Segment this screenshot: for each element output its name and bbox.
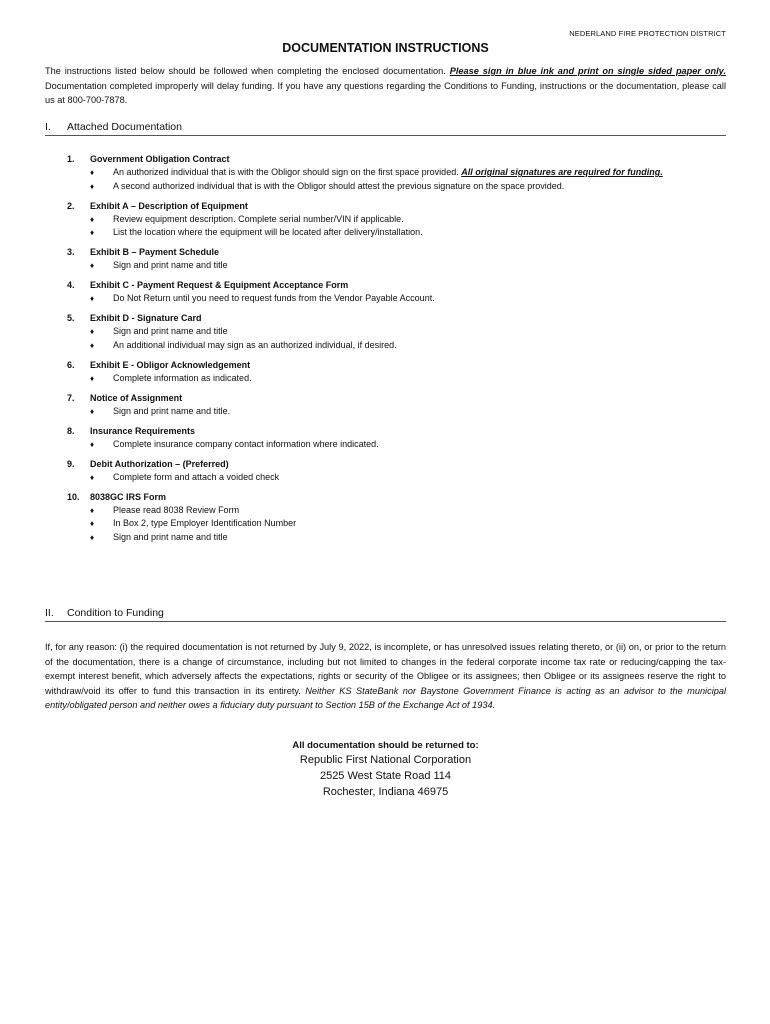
bullet-text: Complete information as indicated. xyxy=(113,372,252,383)
list-item-number: 9. xyxy=(67,458,75,469)
bullet-point xyxy=(45,226,726,240)
diamond-bullet-icon: ♦ xyxy=(90,228,95,237)
list-item-title-text: Exhibit D - Signature Card xyxy=(90,313,202,323)
diamond-bullet-icon: ♦ xyxy=(90,472,95,482)
bullet-emphasis: All original signatures are required for funding. xyxy=(461,167,663,177)
list-item-title-text: Exhibit B – Payment Schedule xyxy=(90,247,220,257)
diamond-bullet-icon: ♦ xyxy=(90,261,95,270)
intro-emphasis: Please sign in blue ink and print on single sided paper only. xyxy=(449,66,726,76)
diamond-bullet-icon: ♦ xyxy=(90,327,95,336)
condition-disclaimer: Neither KS StateBank nor Baystone Government Finance is acting as an advisor to the municipal entity/obligated person and neither owes a fiduciary duty pursuant to Section 15B of the Exchange Act of 1934. xyxy=(45,685,726,710)
return-address-line: Rochester, Indiana 46975 xyxy=(322,786,449,798)
bullet-point xyxy=(45,259,726,273)
list-item-number: 1. xyxy=(67,154,75,164)
list-item-number: 8. xyxy=(67,425,75,436)
return-address-line: Republic First National Corporation xyxy=(299,754,472,766)
list-item-title-text: 8038GC IRS Form xyxy=(90,491,167,502)
bullet-point xyxy=(45,517,726,531)
diamond-bullet-icon: ♦ xyxy=(90,340,95,350)
list-item-title-text: Government Obligation Contract xyxy=(90,154,230,164)
list-item-title xyxy=(45,152,726,166)
bullet-text: Sign and print name and title xyxy=(113,260,228,270)
bullet-text: Complete form and attach a voided check xyxy=(113,471,280,482)
list-item-title-text: Debit Authorization – (Preferred) xyxy=(90,458,229,469)
bullet-text: Sign and print name and title. xyxy=(113,405,231,416)
list-item-title-text: Exhibit E - Obligor Acknowledgement xyxy=(90,359,251,370)
bullet-text: A second authorized individual that is with the Obligor should attest the previous signature on the space provided. xyxy=(113,180,565,191)
section-title: Condition to Funding xyxy=(67,607,164,619)
bullet-text: In Box 2, type Employer Identification Number xyxy=(113,518,297,528)
diamond-bullet-icon: ♦ xyxy=(90,294,95,303)
list-item-number: 5. xyxy=(67,313,75,323)
diamond-bullet-icon: ♦ xyxy=(90,439,95,449)
list-item xyxy=(45,490,726,545)
diamond-bullet-icon: ♦ xyxy=(90,505,95,515)
intro-text: The instructions listed below should be followed when completing the enclosed documentation. xyxy=(45,66,450,76)
diamond-bullet-icon: ♦ xyxy=(90,519,95,528)
diamond-bullet-icon: ♦ xyxy=(90,214,95,224)
list-item-number: 10. xyxy=(67,491,80,502)
bullet-point xyxy=(45,504,726,518)
bullet-text: Review equipment description. Complete serial number/VIN if applicable. xyxy=(113,213,404,224)
bullet-point xyxy=(45,180,726,194)
bullet-point xyxy=(45,471,726,485)
list-item xyxy=(45,278,726,306)
bullet-text: Sign and print name and title xyxy=(113,531,228,542)
district-name: NEDERLAND FIRE PROTECTION DISTRICT xyxy=(569,29,726,38)
list-item-title xyxy=(45,311,726,325)
list-item xyxy=(45,199,726,240)
list-item-number: 6. xyxy=(67,359,75,370)
section-number: I. xyxy=(45,121,51,133)
list-item xyxy=(45,391,726,419)
bullet-point xyxy=(45,213,726,227)
bullet-point xyxy=(45,166,726,180)
section-heading-attached xyxy=(45,121,726,136)
list-item-number: 2. xyxy=(67,200,75,211)
condition-text: If, for any reason: (i) the required documentation is not returned by July 9, 2022, is incomplete, or has unresolved issues relating thereto, or (ii) on, or prior to the return of the documentation, there is a change of circumstance, including but not limited to changes in the federal corporate income tax rate or reducing/capping the tax-exempt interest benefit, which adversely affects the expectations, rights or security of the Obligee or its assignees; then Obligee or its assignees reserve the right to withdraw/void its offer to fund this transaction in its entirety. xyxy=(45,642,726,696)
list-item-title-text: Insurance Requirements xyxy=(90,425,196,436)
diamond-bullet-icon: ♦ xyxy=(90,181,95,191)
list-item-title xyxy=(45,424,726,438)
bullet-point xyxy=(45,339,726,353)
bullet-point xyxy=(45,325,726,339)
bullet-text: Complete insurance company contact information where indicated. xyxy=(113,438,379,449)
list-item xyxy=(45,311,726,352)
list-item-title-text: Exhibit C - Payment Request & Equipment Acceptance Form xyxy=(90,280,349,290)
bullet-text: An authorized individual that is with the Obligor should sign on the first space provided. xyxy=(113,167,462,177)
section-heading-condition xyxy=(45,607,726,622)
list-item xyxy=(45,424,726,452)
bullet-point xyxy=(45,372,726,386)
list-item xyxy=(45,152,726,193)
bullet-point xyxy=(45,292,726,306)
intro-paragraph xyxy=(45,64,726,108)
list-item xyxy=(45,245,726,273)
list-item-title-text: Exhibit A – Description of Equipment xyxy=(90,200,248,211)
intro-text-end: Documentation completed improperly will delay funding. If you have any questions regarding the Conditions to Funding, instructions or the documentation, please call us at 800-700-7878. xyxy=(45,80,726,105)
bullet-point xyxy=(45,531,726,545)
instruction-list xyxy=(45,152,726,550)
bullet-text: List the location where the equipment will be located after delivery/installation. xyxy=(113,227,423,237)
page-title: DOCUMENTATION INSTRUCTIONS xyxy=(282,41,489,55)
list-item xyxy=(45,358,726,386)
list-item-title-text: Notice of Assignment xyxy=(90,392,183,403)
return-address-line: 2525 West State Road 114 xyxy=(319,770,452,782)
section-number: II. xyxy=(45,607,54,619)
list-item-title xyxy=(45,358,726,372)
bullet-text: An additional individual may sign as an authorized individual, if desired. xyxy=(113,339,397,350)
bullet-point xyxy=(45,438,726,452)
diamond-bullet-icon: ♦ xyxy=(90,373,95,383)
condition-paragraph xyxy=(45,640,726,713)
list-item-title xyxy=(45,278,726,292)
diamond-bullet-icon: ♦ xyxy=(90,406,95,416)
list-item-title xyxy=(45,457,726,471)
bullet-text: Sign and print name and title xyxy=(113,326,228,336)
list-item-title xyxy=(45,199,726,213)
bullet-text: Please read 8038 Review Form xyxy=(113,504,240,515)
diamond-bullet-icon: ♦ xyxy=(90,168,95,177)
list-item-title xyxy=(45,245,726,259)
diamond-bullet-icon: ♦ xyxy=(90,532,95,542)
bullet-point xyxy=(45,405,726,419)
list-item-number: 4. xyxy=(67,280,75,290)
return-heading: All documentation should be returned to: xyxy=(292,740,479,751)
list-item-title xyxy=(45,490,726,504)
list-item-number: 7. xyxy=(67,392,75,403)
section-title: Attached Documentation xyxy=(67,121,182,133)
list-item xyxy=(45,457,726,485)
list-item-title xyxy=(45,391,726,405)
list-item-number: 3. xyxy=(67,247,75,257)
bullet-text: Do Not Return until you need to request funds from the Vendor Payable Account. xyxy=(113,293,435,303)
